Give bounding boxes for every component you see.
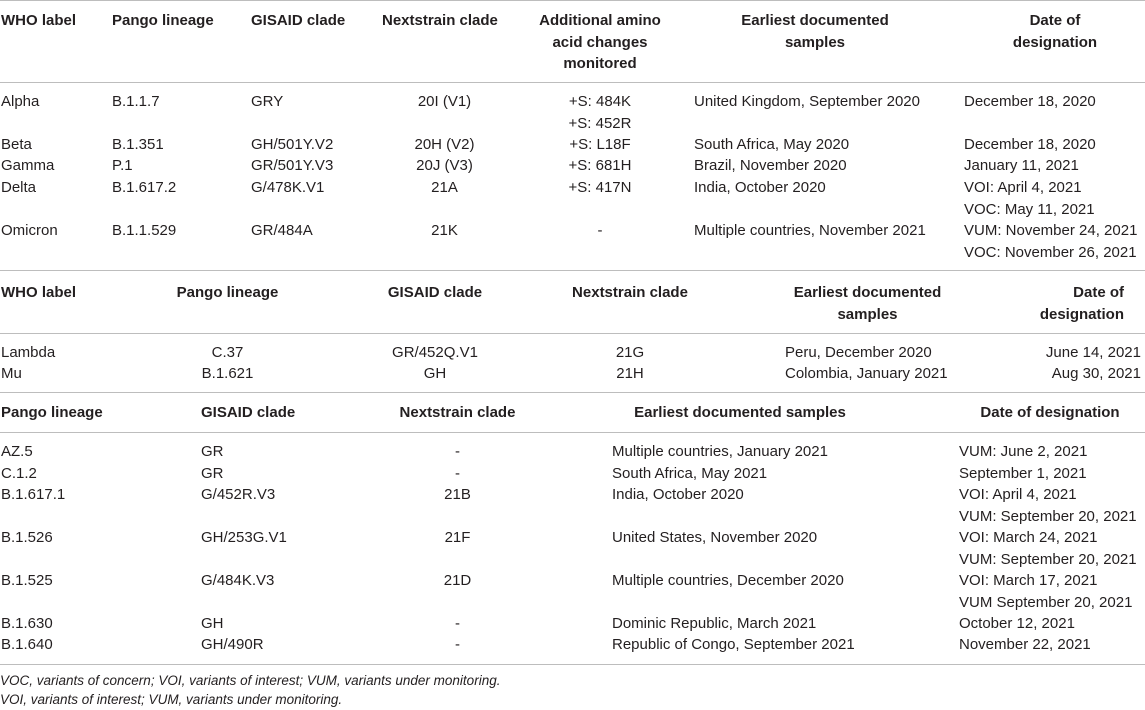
t2-header-date <box>1020 282 1124 325</box>
t3-cell-gisaid: GH/490R <box>201 636 264 653</box>
t2-header-nextstrain: Nextstrain clade <box>572 284 688 301</box>
t1-cell-date-line: VOC: May 11, 2021 <box>964 200 1095 218</box>
t1-cell-gisaid: GR/501Y.V3 <box>251 157 334 174</box>
t3-cell-earliest: Multiple countries, January 2021 <box>612 443 828 460</box>
t1-cell-date-line: VOC: November 26, 2021 <box>964 243 1137 261</box>
t1-cell-earliest: South Africa, May 2020 <box>694 136 850 153</box>
t2-cell-nextstrain: 21H <box>616 365 644 382</box>
t3-cell-gisaid: GH/253G.V1 <box>201 529 287 546</box>
t2-header-earliest-line2: samples <box>837 305 898 323</box>
t1-cell-nextstrain: 20H (V2) <box>414 136 475 153</box>
table2-header-rule <box>0 333 1145 334</box>
t1-cell-date-line: VOI: April 4, 2021 <box>964 179 1082 196</box>
t1-header-date-line2: designation <box>1012 33 1098 51</box>
t1-cell-nextstrain: 21A <box>431 179 458 196</box>
t3-cell-date-line: VUM: September 20, 2021 <box>959 550 1137 568</box>
t1-cell-gisaid: GRY <box>251 93 284 110</box>
t2-cell-earliest: Peru, December 2020 <box>785 344 932 361</box>
t3-cell-gisaid: G/452R.V3 <box>201 486 276 503</box>
t3-cell-earliest: Republic of Congo, September 2021 <box>612 636 855 653</box>
t1-header-who: WHO label <box>1 12 77 29</box>
t3-header-earliest: Earliest documented samples <box>634 404 846 421</box>
t3-cell-date-line: VUM: September 20, 2021 <box>959 507 1137 525</box>
t3-cell-earliest: South Africa, May 2021 <box>612 465 768 482</box>
t1-cell-who: Delta <box>1 179 37 196</box>
t3-cell-gisaid: GH <box>201 615 224 632</box>
t1-header-earliest <box>700 10 930 53</box>
footnote-2: VOI, variants of interest; VUM, variants under monitoring. <box>0 692 343 707</box>
t1-cell-gisaid: G/478K.V1 <box>251 179 325 196</box>
t1-cell-nextstrain: 20I (V1) <box>417 93 472 110</box>
t1-cell-amino <box>520 91 680 134</box>
t1-header-nextstrain: Nextstrain clade <box>382 12 498 29</box>
t3-cell-date: VUM: June 2, 2021 <box>959 443 1088 460</box>
t1-cell-earliest: United Kingdom, September 2020 <box>694 93 920 110</box>
t3-cell-date <box>959 484 1137 527</box>
t1-header-amino <box>520 10 680 75</box>
t2-header-date-line1: Date of <box>1073 284 1124 301</box>
t3-cell-nextstrain: - <box>455 615 460 632</box>
t3-cell-nextstrain: - <box>455 636 460 653</box>
t3-cell-earliest: Multiple countries, December 2020 <box>612 572 844 589</box>
t1-cell-gisaid: GR/484A <box>251 222 313 239</box>
t3-cell-date-line: VOI: March 24, 2021 <box>959 529 1098 546</box>
t1-header-gisaid: GISAID clade <box>251 12 346 29</box>
t1-cell-who: Beta <box>1 136 32 153</box>
t3-header-pango: Pango lineage <box>1 404 103 421</box>
t3-cell-date: November 22, 2021 <box>959 636 1091 653</box>
t3-cell-gisaid: G/484K.V3 <box>201 572 275 589</box>
table1-header-rule <box>0 82 1145 83</box>
t1-cell-amino-line: +S: 452R <box>568 114 632 132</box>
t1-cell-nextstrain: 20J (V3) <box>416 157 473 174</box>
t3-cell-date-line: VOI: April 4, 2021 <box>959 486 1077 503</box>
t1-header-date-line1: Date of <box>1029 12 1081 29</box>
t3-cell-earliest: India, October 2020 <box>612 486 744 503</box>
t3-cell-pango: B.1.525 <box>1 572 53 589</box>
t3-cell-date <box>959 570 1132 613</box>
t1-header-amino-line1: Additional amino <box>539 12 661 29</box>
t1-cell-date: January 11, 2021 <box>964 157 1079 174</box>
t3-cell-gisaid: GR <box>201 465 224 482</box>
t2-header-pango: Pango lineage <box>176 284 279 301</box>
t1-cell-who: Gamma <box>1 157 55 174</box>
t1-cell-amino: - <box>597 222 603 239</box>
t1-header-pango: Pango lineage <box>112 12 214 29</box>
t1-cell-date <box>964 177 1095 220</box>
t3-cell-gisaid: GR <box>201 443 224 460</box>
t1-cell-amino-line: +S: 484K <box>568 93 632 110</box>
t1-cell-pango: P.1 <box>112 157 133 174</box>
footnote-1: VOC, variants of concern; VOI, variants of interest; VUM, variants under monitoring. <box>0 673 501 688</box>
t2-cell-who: Lambda <box>1 344 56 361</box>
table1-top-rule <box>0 0 1145 1</box>
t2-cell-who: Mu <box>1 365 22 382</box>
t3-cell-date-line: VOI: March 17, 2021 <box>959 572 1098 589</box>
t3-cell-pango: B.1.526 <box>1 529 53 546</box>
t1-cell-earliest: Multiple countries, November 2021 <box>694 222 926 239</box>
t1-cell-date-line: VUM: November 24, 2021 <box>964 222 1138 239</box>
t2-cell-date: June 14, 2021 <box>1045 344 1141 361</box>
t2-cell-gisaid: GR/452Q.V1 <box>392 344 478 361</box>
t3-cell-earliest: Dominic Republic, March 2021 <box>612 615 817 632</box>
t2-cell-pango: C.37 <box>211 344 244 361</box>
t3-cell-pango: C.1.2 <box>1 465 37 482</box>
t1-cell-pango: B.1.1.7 <box>112 93 160 110</box>
t1-cell-pango: B.1.1.529 <box>112 222 177 239</box>
t2-cell-earliest: Colombia, January 2021 <box>785 365 948 382</box>
table3-top-rule <box>0 392 1145 393</box>
t1-cell-nextstrain: 21K <box>431 222 458 239</box>
t2-header-gisaid: GISAID clade <box>387 284 483 301</box>
t1-cell-pango: B.1.617.2 <box>112 179 177 196</box>
t1-cell-date <box>964 220 1137 263</box>
t2-cell-pango: B.1.621 <box>201 365 254 382</box>
t1-cell-amino: +S: 417N <box>568 179 632 196</box>
t2-header-earliest <box>765 282 970 325</box>
t2-header-earliest-line1: Earliest documented <box>793 284 942 301</box>
t3-cell-date: October 12, 2021 <box>959 615 1075 632</box>
t1-cell-earliest: India, October 2020 <box>694 179 826 196</box>
t3-cell-pango: B.1.617.1 <box>1 486 66 503</box>
t3-cell-date-line: VUM September 20, 2021 <box>959 593 1133 611</box>
t3-header-date: Date of designation <box>980 404 1120 421</box>
t1-cell-gisaid: GH/501Y.V2 <box>251 136 334 153</box>
t2-cell-date: Aug 30, 2021 <box>1051 365 1141 382</box>
t1-cell-earliest: Brazil, November 2020 <box>694 157 847 174</box>
t3-cell-nextstrain: - <box>455 443 460 460</box>
t1-header-amino-line3: monitored <box>563 55 637 72</box>
table3-bottom-rule <box>0 664 1145 665</box>
t3-cell-pango: B.1.630 <box>1 615 53 632</box>
t3-cell-date <box>959 527 1137 570</box>
t1-cell-pango: B.1.351 <box>112 136 164 153</box>
t2-cell-nextstrain: 21G <box>615 344 645 361</box>
t3-cell-nextstrain: - <box>455 465 460 482</box>
t1-cell-date: December 18, 2020 <box>964 93 1096 110</box>
table2-top-rule <box>0 270 1145 271</box>
t3-cell-pango: B.1.640 <box>1 636 53 653</box>
t3-cell-earliest: United States, November 2020 <box>612 529 818 546</box>
t1-header-earliest-line2: samples <box>784 33 846 51</box>
table3-header-rule <box>0 432 1145 433</box>
t1-cell-who: Alpha <box>1 93 40 110</box>
t1-cell-amino: +S: L18F <box>569 136 631 153</box>
t3-header-nextstrain: Nextstrain clade <box>399 404 516 421</box>
t3-cell-pango: AZ.5 <box>1 443 33 460</box>
t1-cell-date: December 18, 2020 <box>964 136 1096 153</box>
t1-cell-who: Omicron <box>1 222 58 239</box>
t2-header-date-line2: designation <box>1039 305 1124 323</box>
t3-cell-date: September 1, 2021 <box>959 465 1087 482</box>
t3-cell-nextstrain: 21B <box>444 486 471 503</box>
t3-cell-nextstrain: 21D <box>443 572 472 589</box>
t1-header-earliest-line1: Earliest documented <box>741 12 889 29</box>
t2-cell-gisaid: GH <box>423 365 447 382</box>
t2-header-who: WHO label <box>1 284 77 301</box>
t1-cell-amino: +S: 681H <box>568 157 632 174</box>
t3-header-gisaid: GISAID clade <box>201 404 296 421</box>
t1-header-date <box>985 10 1125 53</box>
t3-cell-nextstrain: 21F <box>444 529 471 546</box>
t1-header-amino-line2: acid changes <box>552 33 648 51</box>
